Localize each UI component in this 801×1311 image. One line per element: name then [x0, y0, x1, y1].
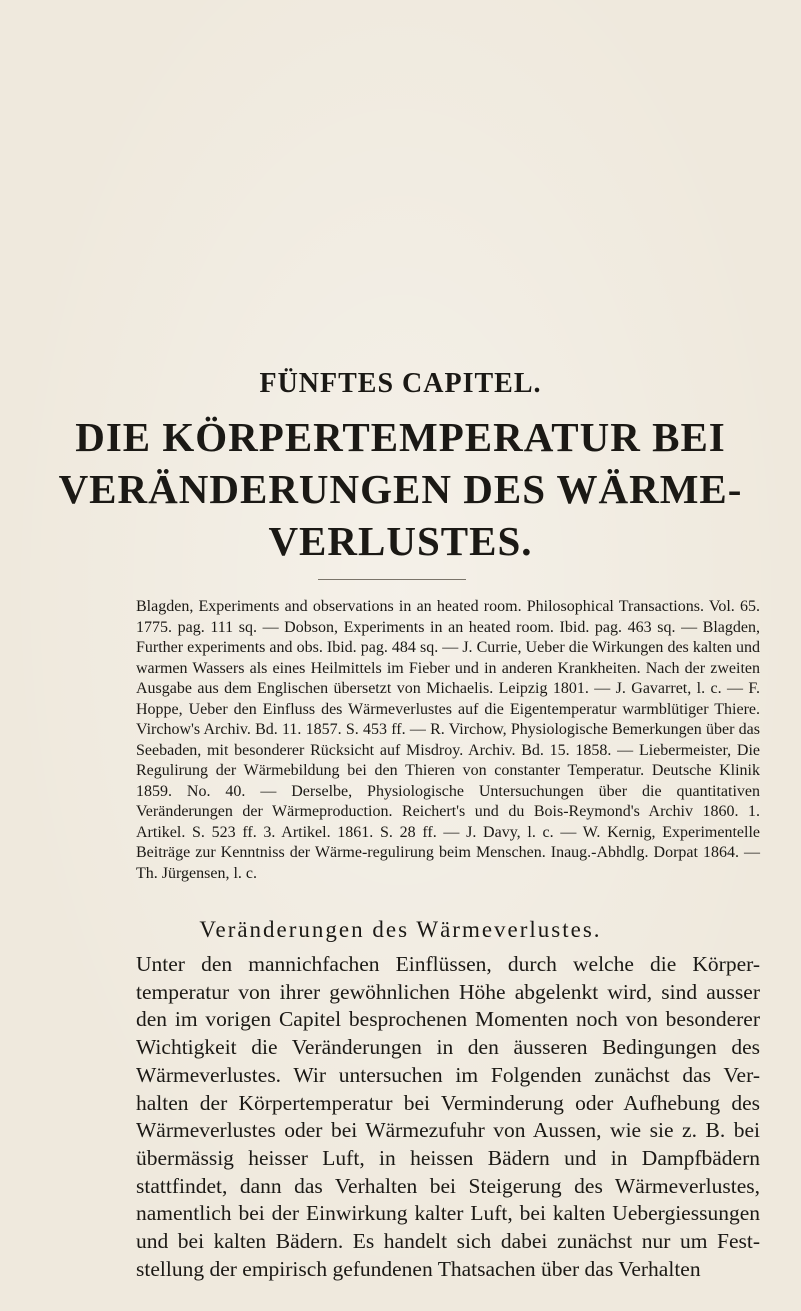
divider-rule — [318, 579, 466, 580]
chapter-title: DIE KÖRPERTEMPERATUR BEI VERÄNDERUNGEN DES WÄRME- VERLUSTES. — [58, 414, 743, 564]
references-paragraph: Blagden, Experiments and observations in an heated room. Philosophical Transactions. Vol. 65. 1775. pag. 111 sq. — Dobson, Experiments in an heated room. Ibid. pag. 463 sq. — Blagden, Further experiments and obs. Ibid. pag. 484 sq. — J. Currie, Ueber die Wirkungen des kalten und warmen Wassers als eines Heilmittels im Fieber und in anderen Krankheiten. Nach der zweiten Ausgabe aus dem Englischen übersetzt von Michaelis. Leipzig 1801. — J. Gavarret, l. c. — F. Hoppe, Ueber den Einfluss des Wärmeverlustes auf die Eigentemperatur warmblütiger Thiere. Virchow's Archiv. Bd. 11. 1857. S. 453 ff. — R. Virchow, Physiologische Bemerkungen über das Seebaden, mit besonderer Rücksicht auf Misdroy. Archiv. Bd. 15. 1858. — Liebermeister, Die Regulirung der Wärmebildung bei den Thieren von constanter Temperatur. Deutsche Klinik 1859. No. 40. — Derselbe, Physiologische Untersuchungen über die quantitativen Veränderungen der Wärmeproduction. Reichert's und du Bois-Reymond's Archiv 1860. 1. Artikel. S. 523 ff. 3. Artikel. 1861. S. 28 ff. — J. Davy, l. c. — W. Kernig, Experimentelle Beiträge zur Kenntniss der Wärme-regulirung beim Menschen. Inaug.-Abhdlg. Dorpat 1864. — Th. Jürgensen, l. c. — [136, 598, 760, 882]
chapter-label: FÜNFTES CAPITEL. — [259, 368, 542, 399]
section-heading: Veränderungen des Wärmeverlustes. — [199, 917, 602, 942]
body-paragraph: Unter den mannichfachen Einflüssen, durch welche die Körper-temperatur von ihrer gewöhnlichen Höhe abgelenkt wird, sind ausser den im vorigen Capitel besprochenen Momenten noch von besonderer Wichtigkeit die Veränderungen in den äusseren Bedingungen des Wärmeverlustes. Wir untersuchen im Folgenden zunächst das Ver-halten der Körpertemperatur bei Verminderung oder Aufhebung des Wärmeverlustes oder bei Wärmezufuhr von Aussen, wie sie z. B. bei übermässig heisser Luft, in heissen Bädern und in Dampfbädern stattfindet, dann das Verhalten bei Steigerung des Wärmeverlustes, namentlich bei der Einwirkung kalter Luft, bei kalten Uebergiessungen und bei kalten Bädern. Es handelt sich dabei zunächst nur um Fest-stellung der empirisch gefundenen Thatsachen über das Verhalten — [136, 952, 760, 1281]
